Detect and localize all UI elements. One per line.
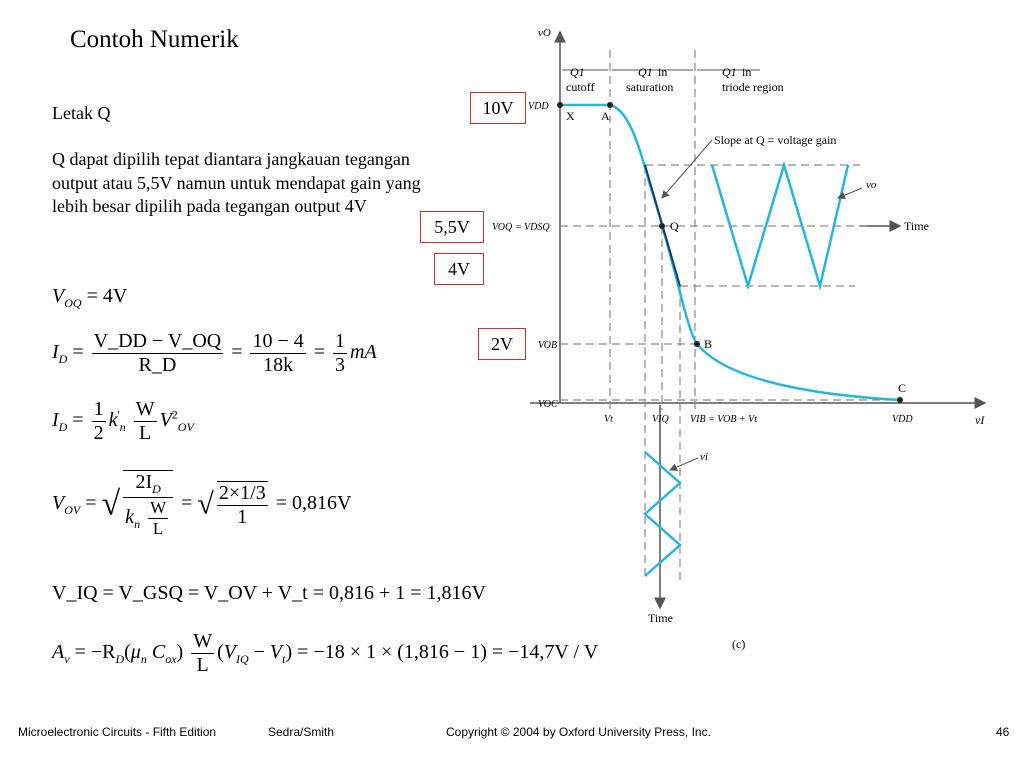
point-q-label: Q [670, 219, 679, 233]
callout-2v: 2V [478, 328, 526, 360]
equation-gain: $A_v = -R_D(\mu_n$ $C_{ox}$) $\frac{W}{L}$ $(V_{IQ} - V_t) = -18 \times 1 \times (1,816 - 1) = -14,7V / V$ [52, 630, 599, 676]
time-down-label: Time [648, 611, 673, 625]
footer-authors: Sedra/Smith [268, 725, 335, 739]
region-label: Q1 [722, 65, 737, 79]
label-voc: VOC [538, 399, 558, 410]
region-label: in [742, 65, 752, 79]
region-label: Q1 [638, 65, 653, 79]
y-axis-label: vO [538, 27, 551, 39]
time-right-label: Time [904, 219, 929, 233]
vi-wave-label: vi [700, 451, 708, 463]
region-triode: triode region [722, 80, 784, 94]
label-voq: VOQ = VDSQ [492, 222, 550, 233]
slope-pointer [662, 140, 712, 198]
footer-page-number: 46 [996, 725, 1010, 739]
point-a-label: A [601, 109, 610, 123]
callout-4v: 4V [434, 253, 484, 285]
point-c-label: C [898, 381, 907, 395]
vi-pointer [670, 458, 698, 470]
equation-vov: $V_{OV}$ = √ $2I_D$ $k_n$ $\frac{W}{L}$ = √ $\frac{2\times 1/3}{1}$ = 0,816V [52, 471, 352, 538]
vi-waveform [645, 452, 680, 576]
transfer-curve [560, 105, 900, 400]
callout-10v: 10V [470, 92, 526, 124]
figure-label: (c) [732, 637, 746, 651]
label-vob: VOB [538, 340, 558, 351]
curve-points [557, 102, 903, 403]
guide-lines [560, 50, 900, 580]
callout-5-5v: 5,5V [420, 211, 484, 243]
region-saturation: saturation [626, 80, 674, 94]
x-axis-label: vI [975, 413, 985, 427]
vo-wave-label: vo [866, 179, 877, 191]
subtitle: Letak Q [52, 103, 111, 123]
slope-label: Slope at Q = voltage gain [714, 133, 837, 147]
footer-copyright: Copyright © 2004 by Oxford University Press, Inc. [446, 725, 711, 739]
label-vdd: VDD [528, 101, 549, 112]
equation-id-value: $I_D$ = $\frac{V\_DD - V\_OQ}{R\_D}$ = $\frac{10 - 4}{18k}$ = $\frac{1}{3}$ mA [52, 330, 377, 376]
point-b-label: B [704, 337, 713, 351]
region-label: in [658, 65, 668, 79]
page-title: Contoh Numerik [70, 26, 239, 53]
point-x-label: X [566, 109, 575, 123]
region-cutoff: cutoff [566, 80, 595, 94]
equation-id-formula: $I_D$ = $\frac{1}{2}$ $k'_n$ $\frac{W}{L}$ $V^2_{OV}$ [52, 398, 194, 444]
label-vt: Vt [604, 414, 613, 425]
equation-voq: $V_{OQ} = 4V$ [52, 285, 128, 310]
explanation-paragraph: Q dapat dipilih tepat diantara jangkauan tegangan output atau 5,5V namun untuk mendapat gain yang lebih besar dipilih pada tegangan output 4V [52, 149, 421, 216]
equation-viq: V_IQ = V_GSQ = V_OV + V_t = 0,816 + 1 = 1,816V [52, 582, 487, 604]
region-label: Q1 [570, 65, 585, 79]
footer-book: Microelectronic Circuits - Fifth Edition [18, 725, 217, 739]
label-viq: VIQ [652, 414, 669, 425]
label-vdd-x: VDD [892, 414, 913, 425]
label-vib: VIB = VOB + Vt [690, 414, 758, 425]
